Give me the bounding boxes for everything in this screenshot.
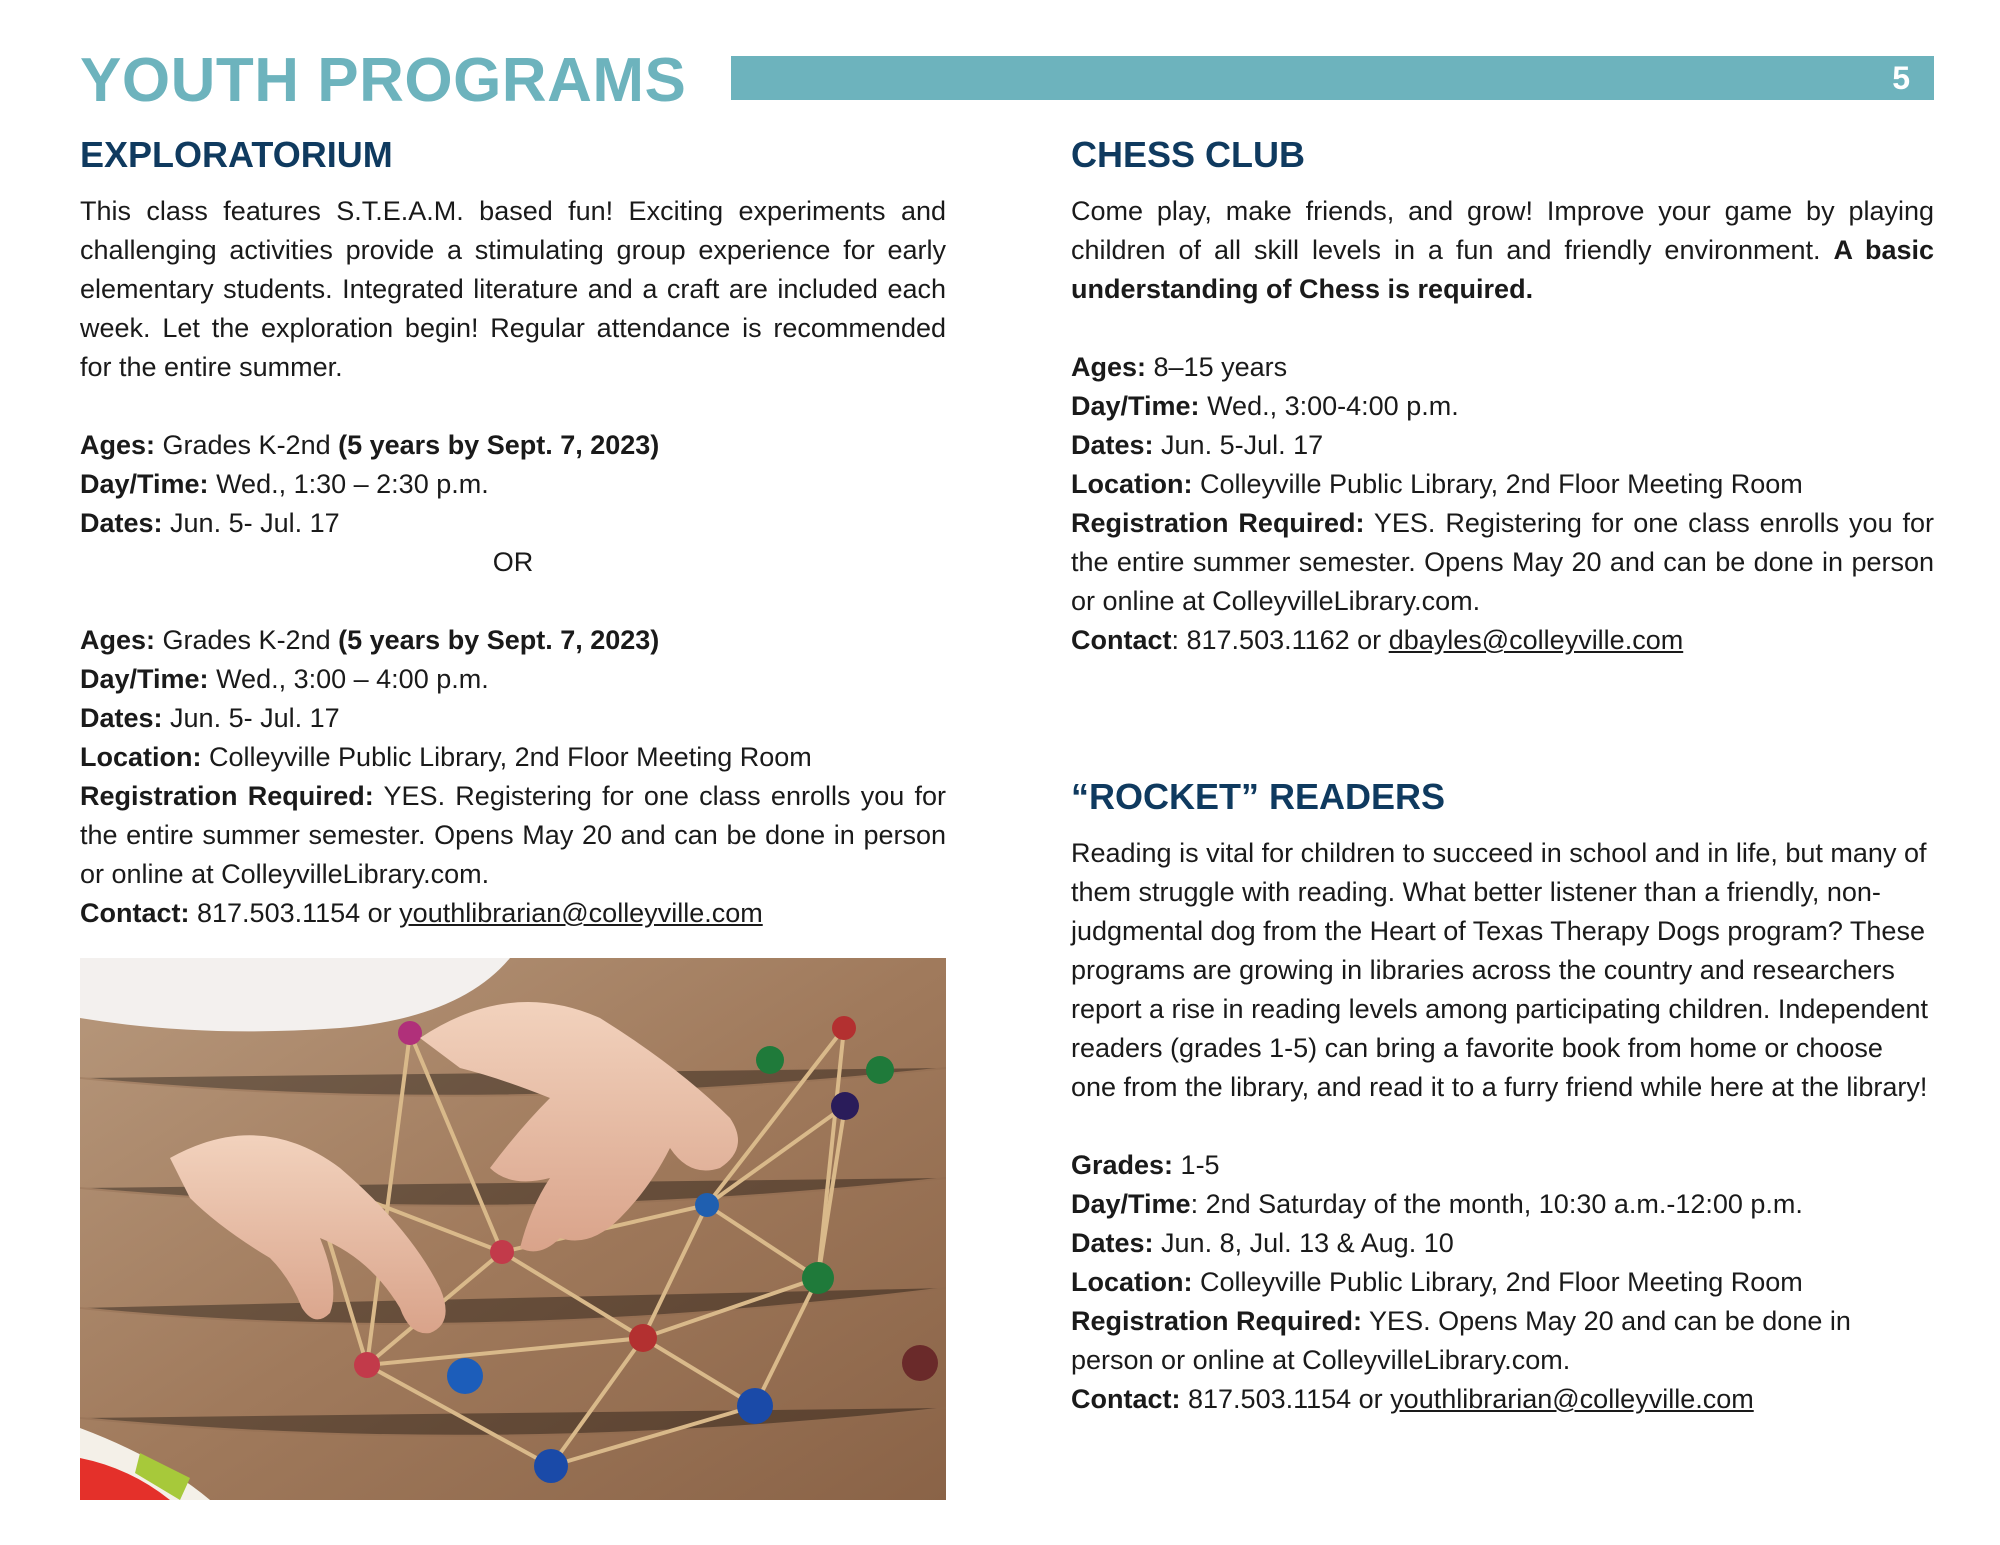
exploratorium-registration: Registration Required: YES. Registering for one class enrolls you for the entire summer semester. Opens May 20 and can be done in person or online at ColleyvilleLibrary.com. bbox=[80, 781, 946, 889]
chess-registration: Registration Required: YES. Registering for one class enrolls you for the entire summer semester. Opens May 20 and can be done in person or online at ColleyvilleLibrary.com. bbox=[1071, 508, 1935, 616]
rocket-readers-description: Reading is vital for children to succeed in school and in life, but many of them struggle with reading. What better listener than a friendly, non-judgmental dog from the Heart of Texas Therapy Dogs program? These programs are growing in libraries across the country and researchers report a rise in reading levels among participating children. Independent readers (grades 1-5) can bring a favorite book from home or choose one from the library, and read it to a furry friend while here at the library! bbox=[1071, 838, 1929, 1102]
exploratorium-section bbox=[80, 128, 946, 933]
chess-club-section bbox=[1071, 128, 1934, 660]
or-separator: OR bbox=[492, 547, 534, 577]
exploratorium-description: This class features S.T.E.A.M. based fun! Exciting experiments and challenging activities provide a stimulating group experience for early elementary students. Integrated literature and a craft are included each week. Let the exploration begin! Regular attendance is recommended for the entire summer. bbox=[80, 196, 946, 382]
rocket-dates: Dates: Jun. 8, Jul. 13 & Aug. 10 bbox=[1071, 1228, 1454, 1258]
chess-dates: Dates: Jun. 5-Jul. 17 bbox=[1071, 430, 1324, 460]
rocket-grades: Grades: 1-5 bbox=[1071, 1150, 1220, 1180]
chess-location: Location: Colleyville Public Library, 2nd Floor Meeting Room bbox=[1071, 469, 1803, 499]
session2-time: Day/Time: Wed., 3:00 – 4:00 p.m. bbox=[80, 664, 489, 694]
rocket-readers-section bbox=[1071, 770, 1934, 1419]
steam-activity-photo bbox=[80, 958, 946, 1500]
rocket-email-link[interactable]: youthlibrarian@colleyville.com bbox=[1390, 1384, 1754, 1414]
chess-contact: Contact: 817.503.1162 or dbayles@colleyville.com bbox=[1071, 625, 1684, 655]
exploratorium-heading: EXPLORATORIUM bbox=[80, 134, 393, 175]
chess-ages: Ages: 8–15 years bbox=[1071, 352, 1288, 382]
session1-ages: Ages: Grades K-2nd (5 years by Sept. 7, 2023) bbox=[80, 430, 660, 460]
rocket-contact: Contact: 817.503.1154 or youthlibrarian@colleyville.com bbox=[1071, 1384, 1754, 1414]
session1-time: Day/Time: Wed., 1:30 – 2:30 p.m. bbox=[80, 469, 489, 499]
page-title: YOUTH PROGRAMS bbox=[80, 46, 687, 115]
chess-club-heading: CHESS CLUB bbox=[1071, 134, 1306, 175]
rocket-readers-heading: “ROCKET” READERS bbox=[1071, 776, 1446, 817]
chess-email-link[interactable]: dbayles@colleyville.com bbox=[1388, 625, 1684, 655]
title-bar bbox=[731, 56, 1934, 100]
session2-ages: Ages: Grades K-2nd (5 years by Sept. 7, 2023) bbox=[80, 625, 660, 655]
page-number: 5 bbox=[1892, 60, 1910, 96]
chess-club-description: Come play, make friends, and grow! Improve your game by playing children of all skill levels in a fun and friendly environment. A basic understanding of Chess is required. bbox=[1071, 196, 1934, 304]
exploratorium-location: Location: Colleyville Public Library, 2nd Floor Meeting Room bbox=[80, 742, 812, 772]
exploratorium-contact: Contact: 817.503.1154 or youthlibrarian@colleyville.com bbox=[80, 898, 763, 928]
session1-dates: Dates: Jun. 5- Jul. 17 bbox=[80, 508, 340, 538]
rocket-registration: Registration Required: YES. Opens May 20 and can be done in person or online at ColleyvilleLibrary.com. bbox=[1071, 1306, 1851, 1375]
rocket-time: Day/Time: 2nd Saturday of the month, 10:30 a.m.-12:00 p.m. bbox=[1071, 1189, 1803, 1219]
exploratorium-email-link[interactable]: youthlibrarian@colleyville.com bbox=[399, 898, 763, 928]
chess-time: Day/Time: Wed., 3:00-4:00 p.m. bbox=[1071, 391, 1459, 421]
rocket-location: Location: Colleyville Public Library, 2nd Floor Meeting Room bbox=[1071, 1267, 1803, 1297]
session2-dates: Dates: Jun. 5- Jul. 17 bbox=[80, 703, 340, 733]
